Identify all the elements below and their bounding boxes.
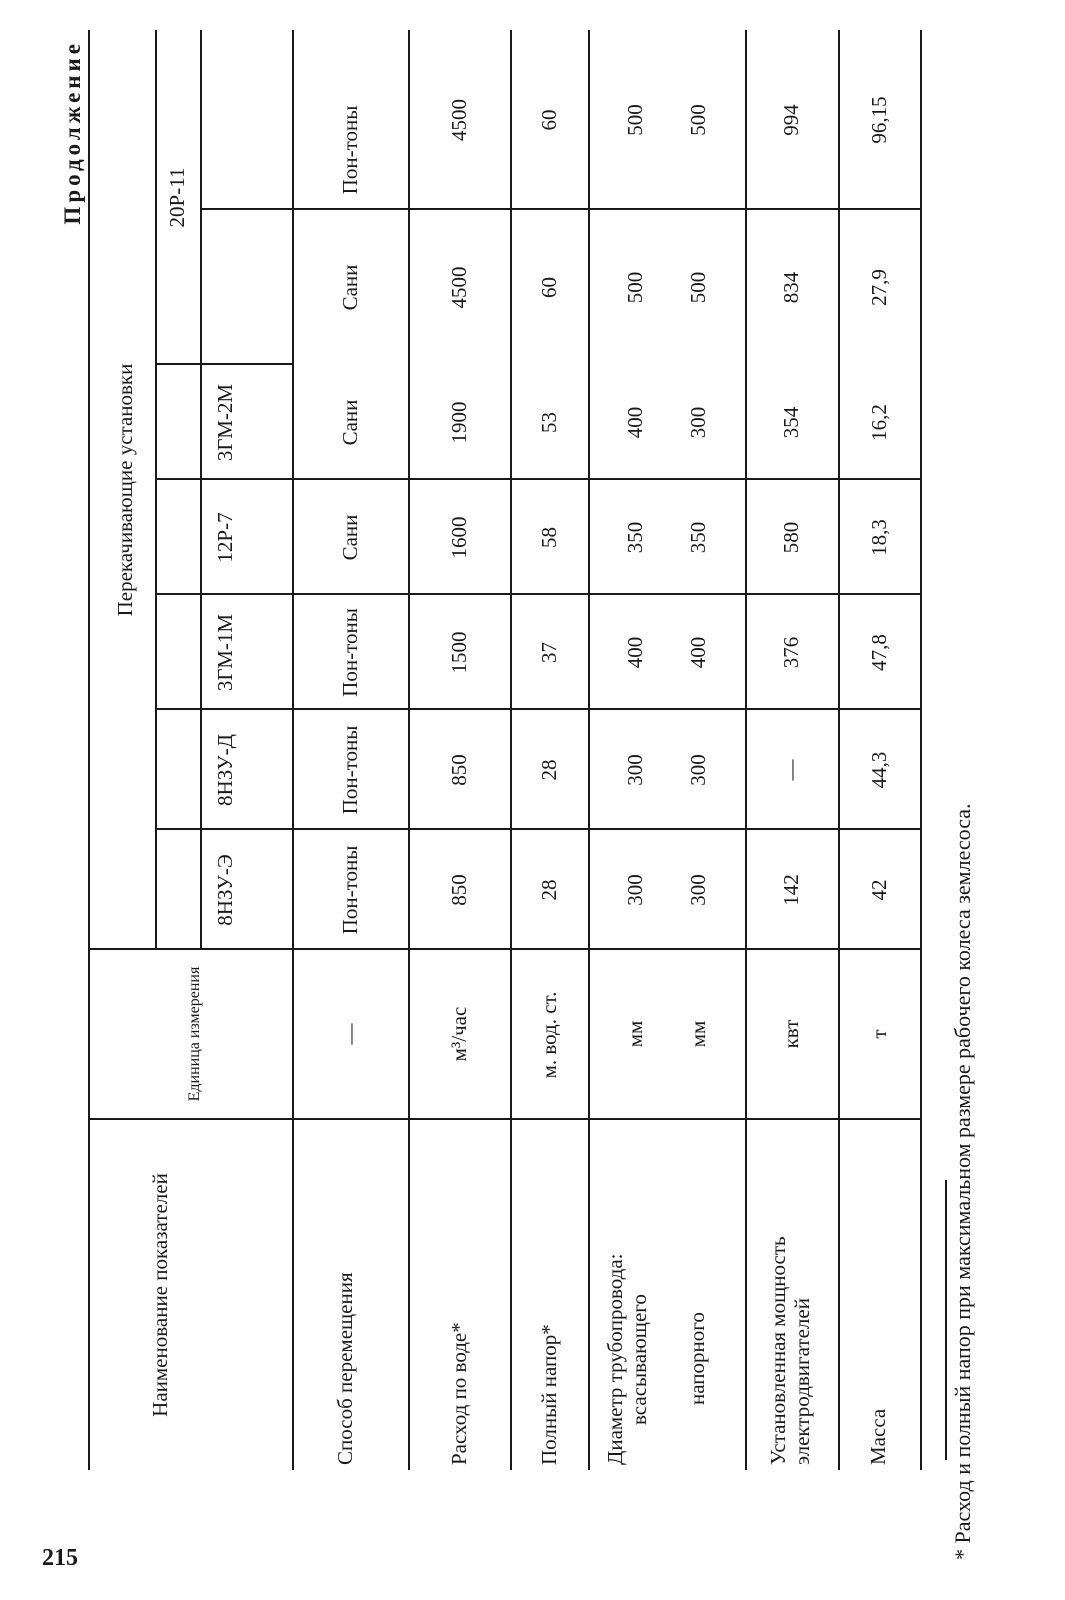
cell: Пон-тоны (337, 105, 362, 195)
cell: 400 (622, 636, 647, 669)
cell: 1600 (446, 516, 471, 559)
row-unit-mass: т (866, 1029, 891, 1039)
cell: Сани (337, 399, 362, 446)
row-name-transport: Способ перемещения (333, 1272, 357, 1465)
row-unit-transport: — (337, 1023, 362, 1045)
cell: Пон-тоны (337, 845, 362, 935)
cell: 4500 (446, 266, 471, 309)
name-col-divider (88, 1119, 920, 1121)
cell: 96,15 (866, 96, 891, 144)
cell: 16,2 (866, 404, 891, 441)
cell: 376 (779, 636, 803, 669)
continuation-heading: Продолжение (60, 40, 85, 225)
cell: Пон-тоны (337, 725, 362, 815)
header-machine-3: 3ГМ-1М (212, 613, 237, 692)
table-top-rule (88, 30, 90, 1470)
header-machine-5: 3ГМ-2М (212, 383, 237, 462)
row-unit-head: м. вод. ст. (536, 991, 561, 1079)
header-bottom-rule (292, 30, 294, 1470)
cell: 500 (685, 104, 710, 136)
cell: 28 (536, 879, 561, 901)
cell: 500 (622, 104, 647, 136)
cell: 44,3 (866, 751, 891, 789)
cell: 834 (779, 271, 803, 304)
row-unit-suction: мм (622, 1020, 647, 1048)
cell: 500 (685, 271, 710, 304)
cell: 350 (685, 521, 710, 554)
cell: 400 (685, 636, 710, 669)
row-name-power: Установленная мощность электродвигателей (766, 1236, 814, 1465)
cell: 27,9 (866, 269, 891, 306)
table-bottom-rule (920, 30, 922, 1470)
header-machine-6: 20Р-11 (165, 167, 189, 228)
cell: 500 (622, 271, 647, 304)
cell: 300 (622, 874, 647, 906)
cell: 1900 (446, 401, 471, 444)
cell: 354 (779, 406, 803, 439)
footnote: * Расход и полный напор при максимальном размере рабочего колеса землесоса. (950, 803, 975, 1560)
cell: 850 (446, 874, 471, 906)
row-name-head: Полный напор* (537, 1324, 561, 1465)
cell: 300 (685, 874, 710, 906)
row-rule-3 (588, 30, 590, 1470)
row-unit-flow: м³/час (446, 1006, 471, 1062)
header-machine-2: 8НЗУ-Д (212, 734, 237, 806)
cell: 47,8 (866, 634, 891, 671)
cell: 18,3 (866, 519, 891, 556)
footnote-rule (945, 1180, 947, 1460)
cell: 53 (536, 412, 561, 433)
cell: 28 (536, 759, 561, 781)
row-sub-suction: всасывающего (627, 1294, 651, 1425)
header-unit: Единица измерения (186, 966, 203, 1102)
cell: 350 (622, 521, 647, 554)
cell: 300 (685, 754, 710, 786)
machines-rule (200, 30, 202, 950)
cell: 37 (536, 642, 561, 663)
cell: 60 (536, 109, 561, 131)
cell: 850 (446, 754, 471, 786)
cell: 142 (779, 874, 803, 906)
header-machine-4: 12Р-7 (212, 512, 237, 563)
header-name: Наименование показателей (147, 1173, 172, 1417)
header-machine-1: 8НЗУ-Э (212, 854, 237, 926)
row-sub-pressure: напорного (685, 1312, 709, 1405)
header-group: Перекачивающие установки (112, 363, 137, 617)
cell: 1500 (446, 631, 471, 674)
cell: 300 (622, 754, 647, 786)
cell: 994 (779, 104, 803, 136)
row-unit-pressure: мм (685, 1020, 710, 1048)
row-name-flow: Расход по воде* (447, 1322, 471, 1465)
cell: 300 (685, 406, 710, 439)
cell: 400 (622, 406, 647, 439)
cell: 60 (536, 277, 561, 298)
cell: 4500 (446, 99, 471, 141)
cell: Сани (337, 514, 362, 561)
cell: 42 (866, 879, 891, 901)
cell: 58 (536, 527, 561, 548)
page-number: 215 (42, 1545, 78, 1571)
row-unit-power: квт (779, 1019, 803, 1049)
cell: Пон-тоны (337, 608, 362, 697)
cell: Сани (337, 264, 362, 311)
cell: 580 (779, 521, 803, 554)
row-name-diameter: Диаметр трубопровода: (603, 1253, 627, 1465)
row-name-mass: Масса (866, 1408, 890, 1465)
cell: — (779, 759, 803, 781)
